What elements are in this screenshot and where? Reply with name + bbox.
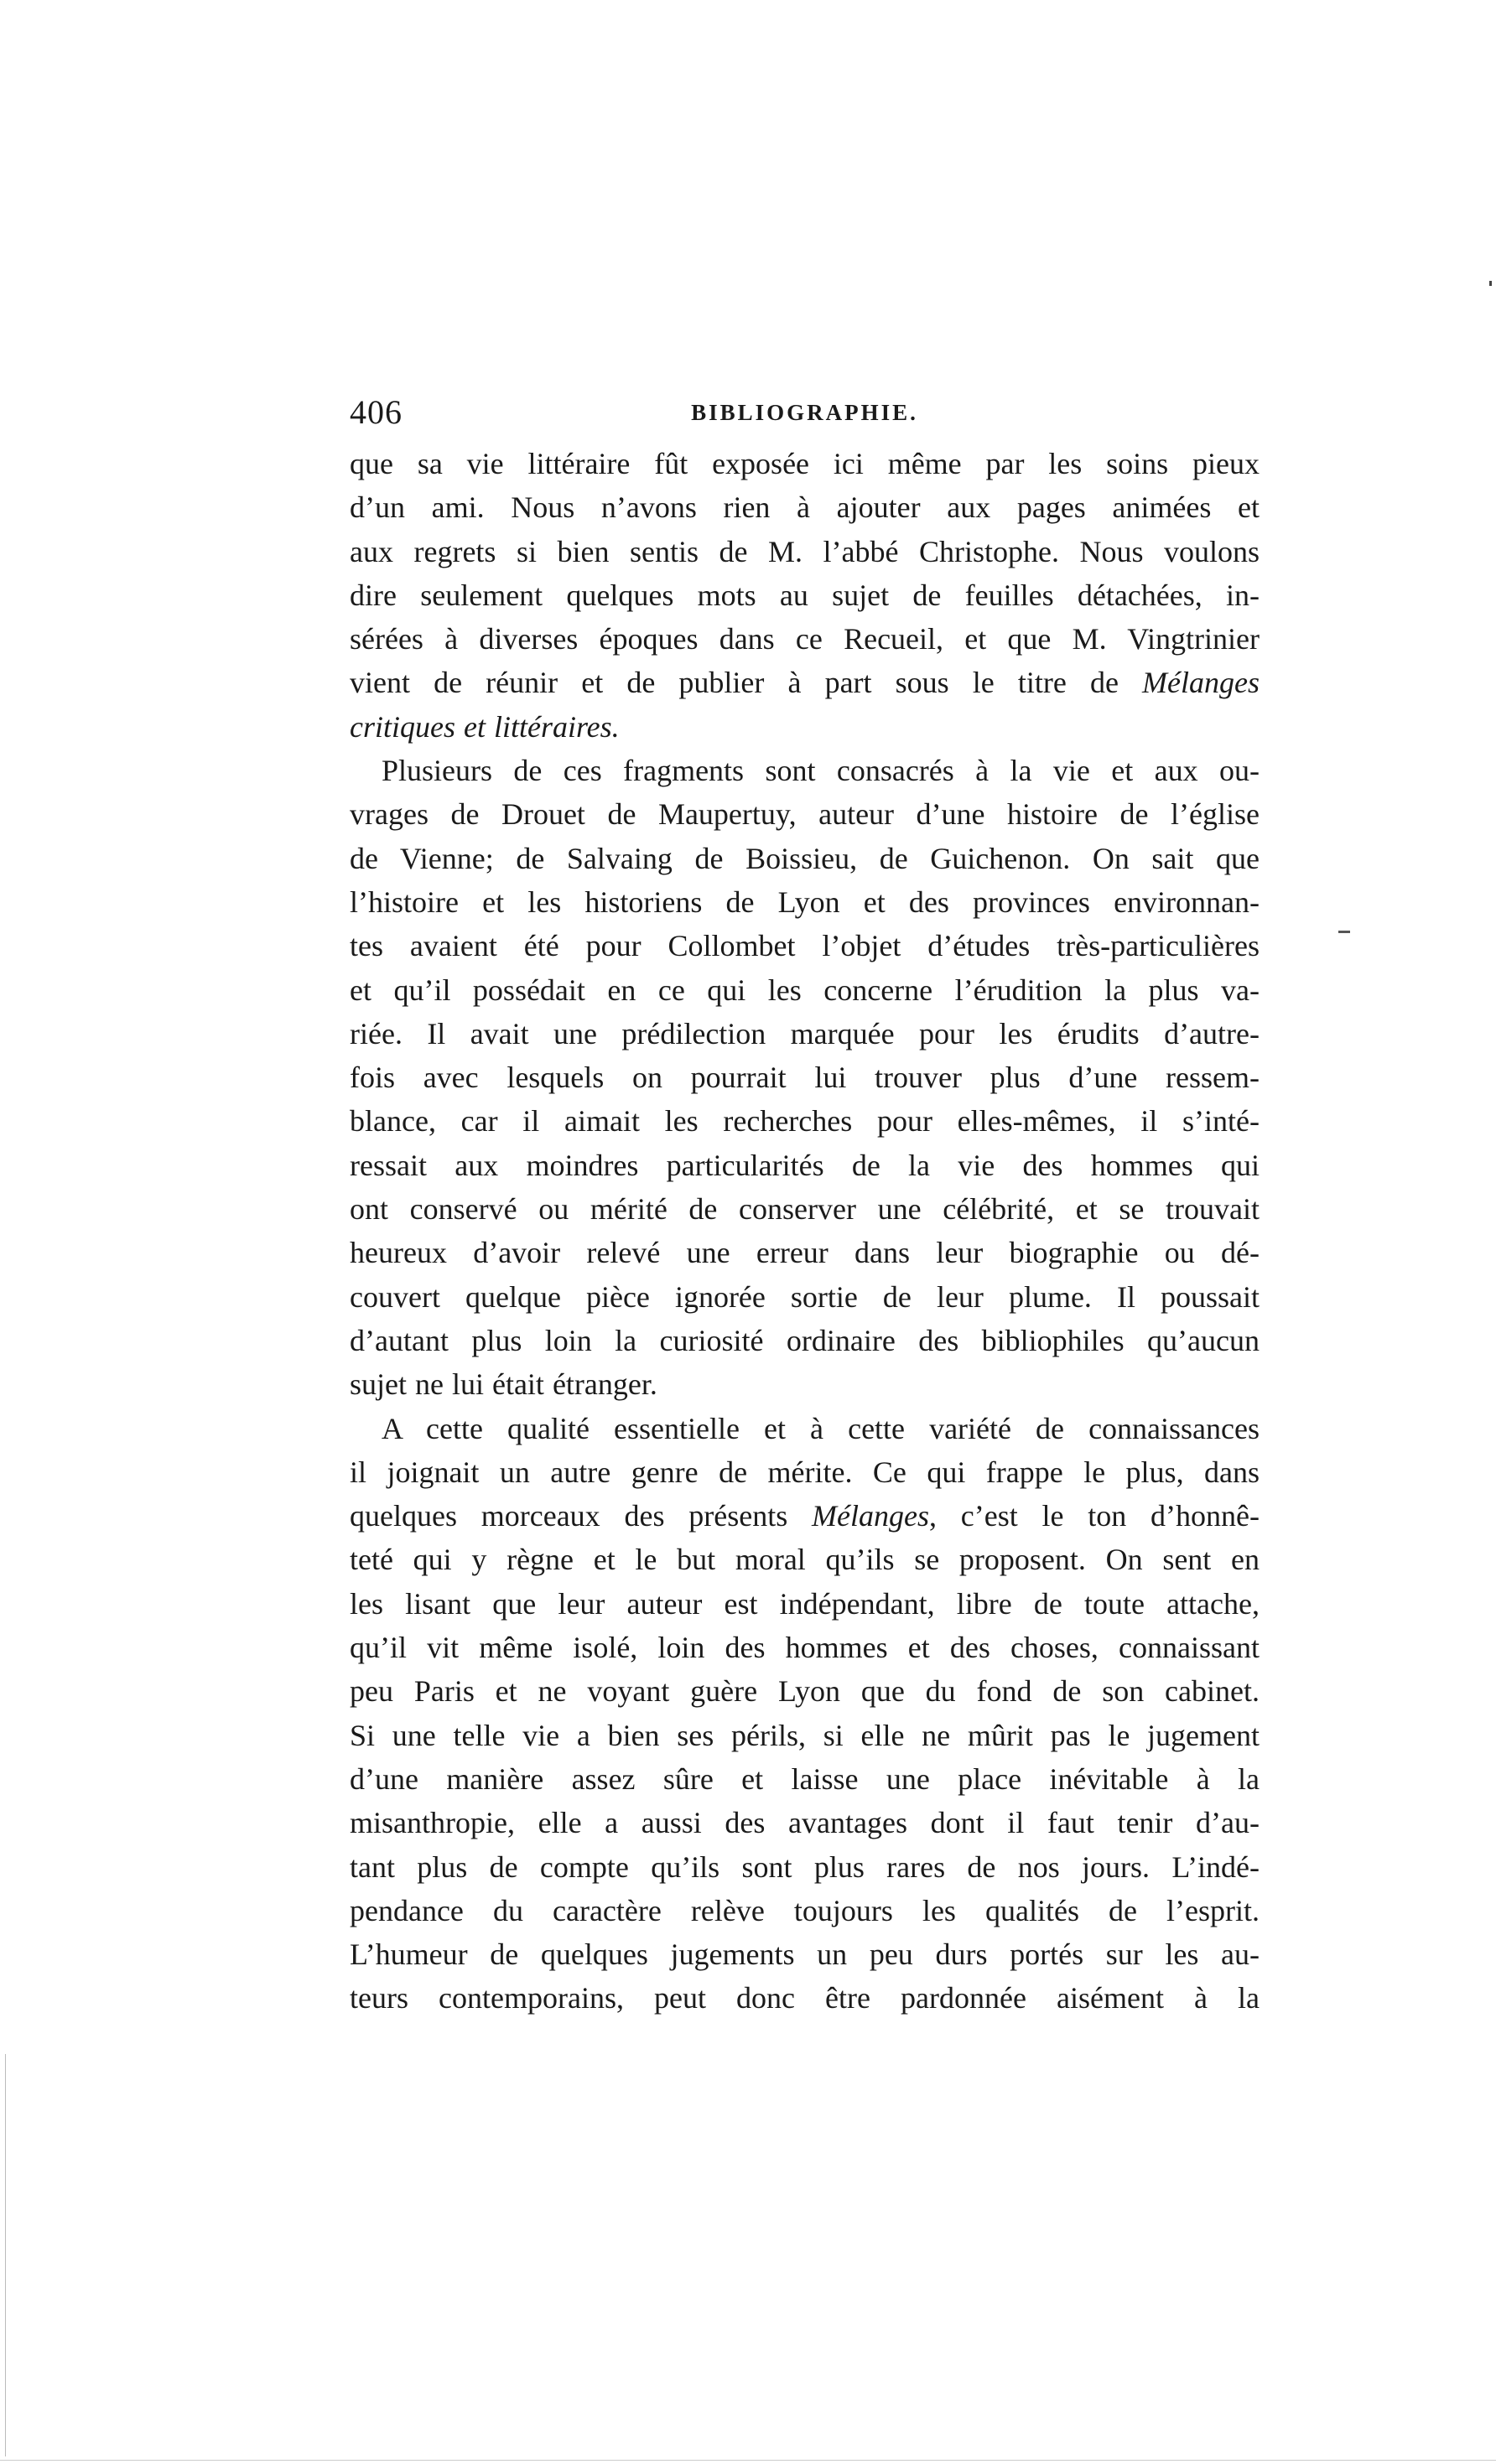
book-title-italic: Mélanges (1142, 666, 1260, 700)
text-line: fois avec lesquels on pourrait lui trouver plus d’une ressem- (350, 1061, 1260, 1095)
text-line-with-title (350, 661, 1260, 704)
text-line: Plusieurs de ces fragments sont consacrés à la vie et aux ou- (382, 754, 1260, 788)
text-line: aux regrets si bien sentis de M. l’abbé Christophe. Nous voulons (350, 534, 1260, 568)
scan-artifact-bottom-edge (0, 2460, 1496, 2461)
page-header (350, 387, 1260, 438)
paragraph-3 (350, 1407, 1260, 2020)
scan-artifact-left-edge (5, 2054, 6, 2456)
text-line: Si une telle vie a bien ses périls, si elle ne mûrit pas le jugement (350, 1718, 1260, 1752)
text-line: sérées à diverses époques dans ce Recueil, et que M. Vingtrinier (350, 622, 1260, 656)
text-line: et qu’il possédait en ce qui les concerne l’érudition la plus va- (350, 973, 1260, 1007)
paragraph-2 (350, 749, 1260, 1406)
text-line: teté qui y règne et le but moral qu’ils se proposent. On sent en (350, 1543, 1260, 1577)
text-line: tes avaient été pour Collombet l’objet d’études très-particulières (350, 929, 1260, 963)
text-line: L’humeur de quelques jugements un peu durs portés sur les au- (350, 1937, 1260, 1972)
text-line: de Vienne; de Salvaing de Boissieu, de Guichenon. On sait que (350, 841, 1260, 875)
text-line: les lisant que leur auteur est indépendant, libre de toute attache, (350, 1586, 1260, 1621)
text-line: pendance du caractère relève toujours les qualités de l’esprit. (350, 1893, 1260, 1927)
text-fragment: , c’est le ton d’honnê- (928, 1499, 1260, 1533)
text-line: tant plus de compte qu’ils sont plus rares de nos jours. L’indé- (350, 1849, 1260, 1884)
text-line: d’une manière assez sûre et laisse une place inévitable à la (350, 1761, 1260, 1796)
text-line: couvert quelque pièce ignorée sortie de leur plume. Il poussait (350, 1279, 1260, 1314)
text-line: d’un ami. Nous n’avons rien à ajouter aux pages animées et (350, 490, 1260, 525)
paragraph-1 (350, 442, 1260, 749)
text-line: il joignait un autre genre de mérite. Ce qui frappe le plus, dans (350, 1455, 1260, 1489)
page-number: 406 (350, 393, 403, 431)
text-line: teurs contemporains, peut donc être pardonnée aisément à la (350, 1981, 1260, 2015)
text-line-with-italic (350, 1494, 1260, 1538)
text-line-title-end (350, 705, 1260, 749)
text-line: l’histoire et les historiens de Lyon et des provinces environnan- (350, 884, 1260, 919)
running-title: BIBLIOGRAPHIE. (691, 400, 918, 425)
text-line: riée. Il avait une prédilection marquée pour les érudits d’autre- (350, 1016, 1260, 1050)
text-line: ressait aux moindres particularités de la vie des hommes qui (350, 1148, 1260, 1182)
text-line: que sa vie littéraire fût exposée ici même par les soins pieux (350, 447, 1260, 480)
text-line: sujet ne lui était étranger. (350, 1367, 657, 1402)
text-fragment: quelques morceaux des présents (350, 1499, 788, 1533)
text-fragment: vient de réunir et de publier à part sous le titre de (350, 666, 1119, 700)
text-line: peu Paris et ne voyant guère Lyon que du fond de son cabinet. (350, 1674, 1260, 1709)
text-line: vrages de Drouet de Maupertuy, auteur d’une histoire de l’église (350, 797, 1260, 832)
text-line: ont conservé ou mérité de conserver une célébrité, et se trouvait (350, 1192, 1260, 1227)
text-line: misanthropie, elle a aussi des avantages dont il faut tenir d’au- (350, 1806, 1260, 1840)
text-line: dire seulement quelques mots au sujet de feuilles détachées, in- (350, 578, 1260, 612)
body-text (350, 442, 1260, 2020)
book-title-italic: Mélanges (812, 1499, 929, 1533)
book-title-italic-continued: critiques et littéraires. (350, 709, 620, 744)
text-line: heureux d’avoir relevé une erreur dans leur biographie ou dé- (350, 1236, 1260, 1270)
scan-artifact-dash (1338, 931, 1350, 933)
scan-artifact-mark (1489, 281, 1492, 286)
text-line: A cette qualité essentielle et à cette variété de connaissances (382, 1411, 1260, 1445)
text-line: blance, car il aimait les recherches pour elles-mêmes, il s’inté- (350, 1104, 1260, 1139)
text-line: qu’il vit même isolé, loin des hommes et des choses, connaissant (350, 1631, 1260, 1665)
text-line: d’autant plus loin la curiosité ordinaire des bibliophiles qu’aucun (350, 1323, 1260, 1357)
